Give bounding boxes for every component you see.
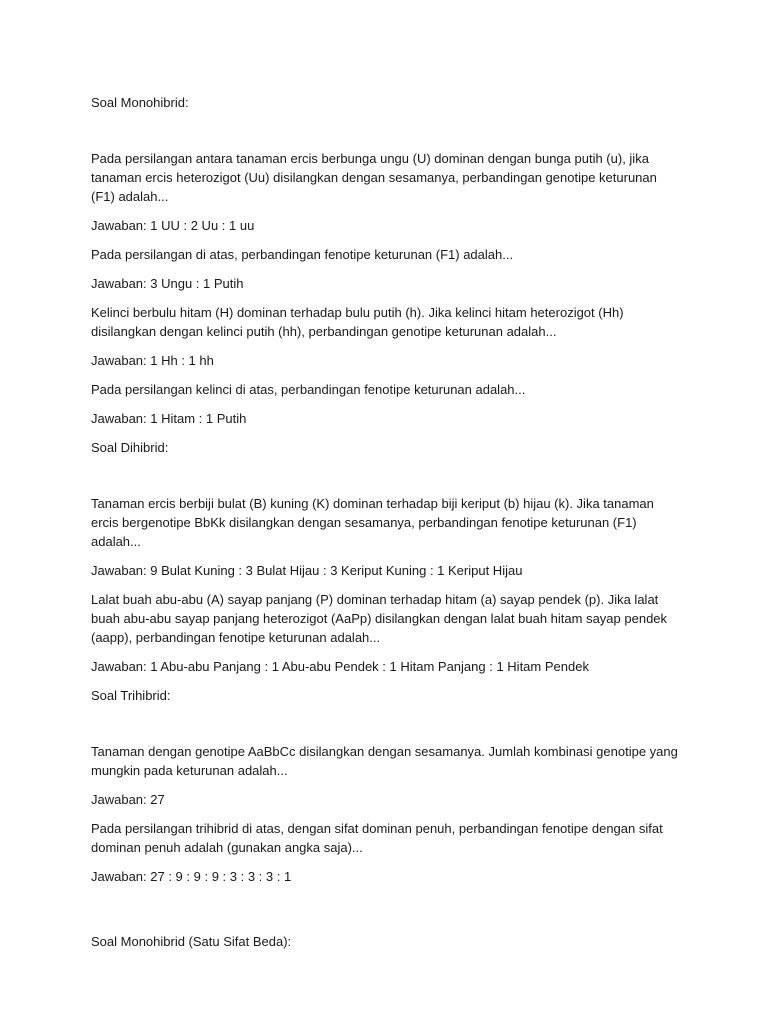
section-spacer (91, 896, 681, 932)
answer-text: Jawaban: 1 Hh : 1 hh (91, 353, 214, 368)
question-text: Tanaman ercis berbiji bulat (B) kuning (K) dominan terhadap biji keriput (b) hijau (k). Jika tanaman ercis bergenotipe BbKk disilangkan dengan sesamanya, perbandingan fenotipe keturunan (F1) adalah... (91, 496, 654, 549)
question-text: Pada persilangan trihibrid di atas, dengan sifat dominan penuh, perbandingan fenotipe dengan sifat dominan penuh adalah (gunakan angka saja)... (91, 821, 663, 855)
question-text: Pada persilangan kelinci di atas, perbandingan fenotipe keturunan adalah... (91, 382, 526, 397)
section-spacer (91, 715, 681, 742)
answer-text: Jawaban: 27 : 9 : 9 : 9 : 3 : 3 : 3 : 1 (91, 869, 292, 884)
document-body (91, 93, 681, 961)
section-heading-trihibrid: Soal Trihibrid: (91, 688, 171, 703)
answer-text: Jawaban: 1 Hitam : 1 Putih (91, 411, 247, 426)
section-heading-monohibrid: Soal Monohibrid: (91, 95, 189, 110)
answer-text: Jawaban: 9 Bulat Kuning : 3 Bulat Hijau : 3 Keriput Kuning : 1 Keriput Hijau (91, 563, 523, 578)
answer-text: Jawaban: 3 Ungu : 1 Putih (91, 276, 244, 291)
section-spacer (91, 122, 681, 149)
answer-text: Jawaban: 27 (91, 792, 165, 807)
section-spacer (91, 467, 681, 494)
question-text: Lalat buah abu-abu (A) sayap panjang (P) dominan terhadap hitam (a) sayap pendek (p). Jika lalat buah abu-abu sayap panjang heterozigot (AaPp) disilangkan dengan lalat buah hitam sayap pendek (aapp), perbandingan fenotipe keturunan adalah... (91, 592, 668, 645)
question-text: Pada persilangan antara tanaman ercis berbunga ungu (U) dominan dengan bunga putih (u), jika tanaman ercis heterozigot (Uu) disilangkan dengan sesamanya, perbandingan genotipe keturunan (F1) adalah... (91, 151, 657, 204)
answer-text: Jawaban: 1 Abu-abu Panjang : 1 Abu-abu Pendek : 1 Hitam Panjang : 1 Hitam Pendek (91, 659, 589, 674)
section-heading-dihibrid: Soal Dihibrid: (91, 440, 169, 455)
section-heading-monohibrid-satu-sifat: Soal Monohibrid (Satu Sifat Beda): (91, 934, 292, 949)
answer-text: Jawaban: 1 UU : 2 Uu : 1 uu (91, 218, 255, 233)
question-text: Kelinci berbulu hitam (H) dominan terhadap bulu putih (h). Jika kelinci hitam heterozigot (Hh) disilangkan dengan kelinci putih (hh), perbandingan genotipe keturunan adalah... (91, 305, 624, 339)
question-text: Pada persilangan di atas, perbandingan fenotipe keturunan (F1) adalah... (91, 247, 514, 262)
question-text: Tanaman dengan genotipe AaBbCc disilangkan dengan sesamanya. Jumlah kombinasi genotipe yang mungkin pada keturunan adalah... (91, 744, 678, 778)
